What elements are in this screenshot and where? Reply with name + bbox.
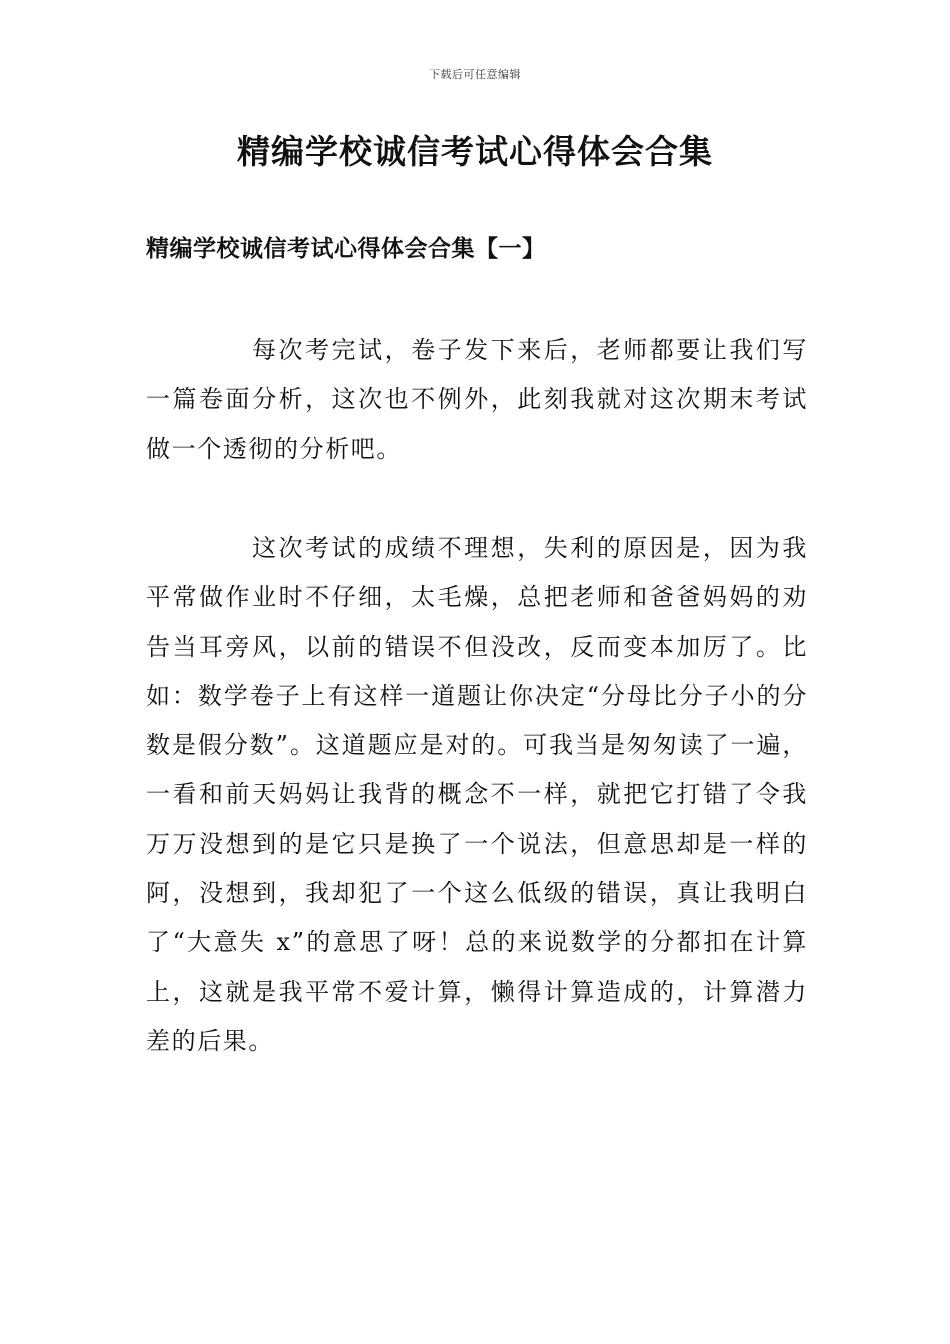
body-paragraph-2: 这次考试的成绩不理想，失利的原因是，因为我平常做作业时不仔细，太毛燥，总把老师和爸爸妈妈的劝告当耳旁风，以前的错误不但没改，反而变本加厉了。比如：数学卷子上有这样一道题让你决定“分母比分子小的分数是假分数”。这道题应是对的。可我当是匆匆读了一遍，一看和前天妈妈让我背的概念不一样，就把它打错了令我万万没想到的是它只是换了一个说法，但意思却是一样的阿，没想到，我却犯了一个这么低级的错误，真让我明白了“大意失 x”的意思了呀！总的来说数学的分都扣在计算上，这就是我平常不爱计算，懒得计算造成的，计算潜力差的后果。 bbox=[146, 534, 808, 1055]
section-heading: 精编学校诚信考试心得体会合集【一】 bbox=[146, 235, 546, 262]
header-note: 下载后可任意编辑 bbox=[429, 68, 521, 81]
body-paragraph-1: 每次考完试，卷子发下来后，老师都要让我们写一篇卷面分析，这次也不例外，此刻我就对这次期末考试做一个透彻的分析吧。 bbox=[146, 336, 808, 463]
document-title: 精编学校诚信考试心得体会合集 bbox=[237, 132, 713, 171]
